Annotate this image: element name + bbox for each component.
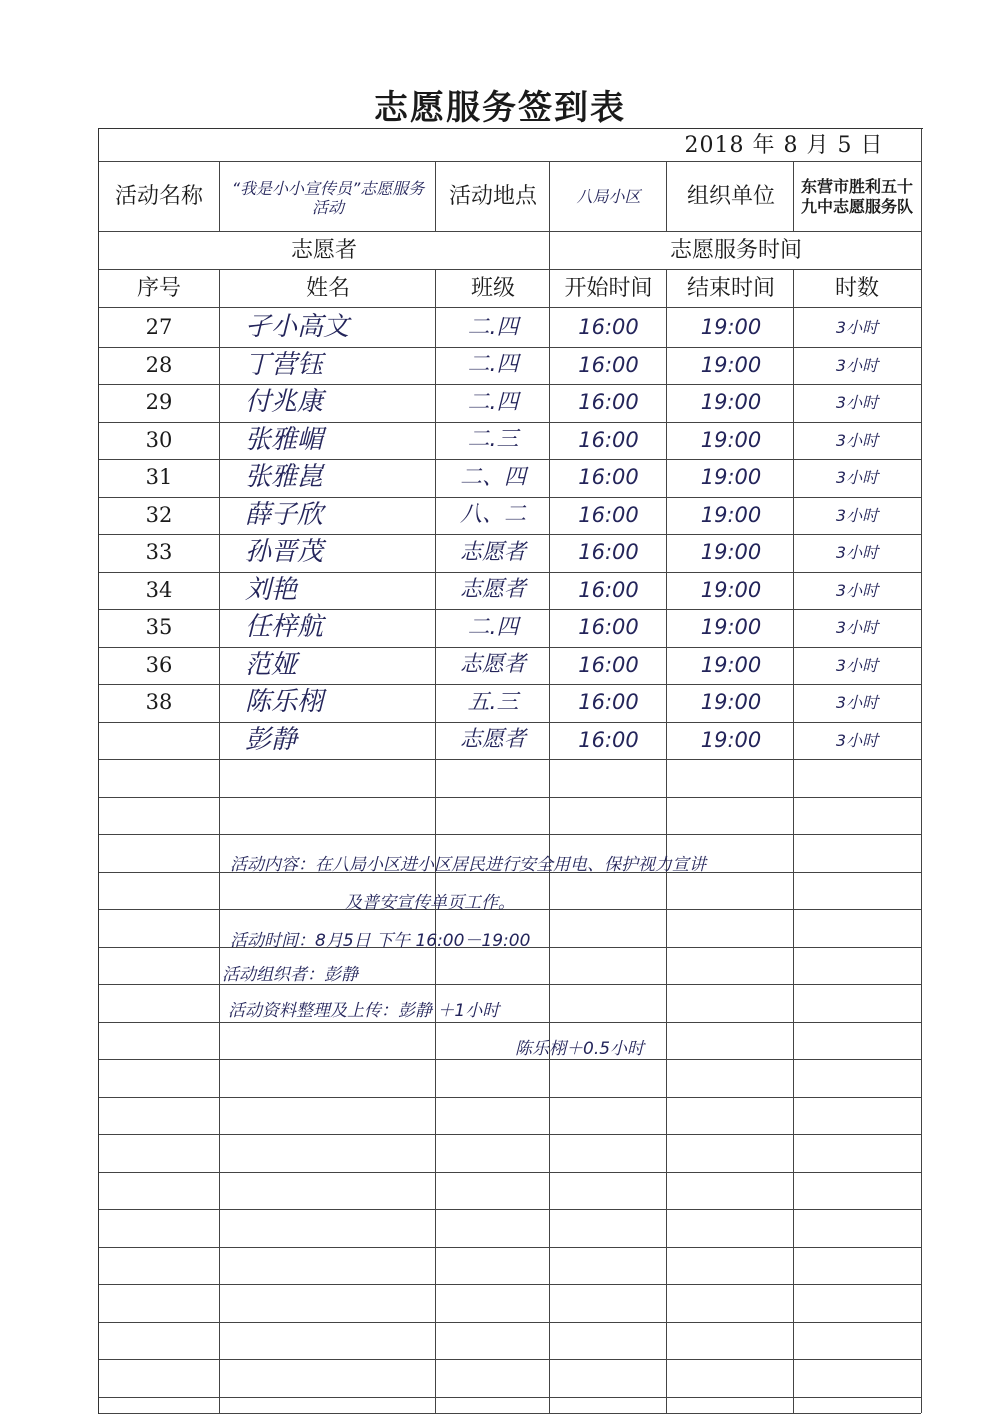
grid-line: [99, 307, 921, 308]
grid-line: [435, 269, 436, 1413]
row-name: 陈乐栩: [245, 687, 324, 718]
grid-line: [99, 1284, 921, 1285]
grid-line: [435, 161, 436, 231]
row-hours: 3小时: [835, 505, 879, 525]
grid-line: [99, 1172, 921, 1173]
grid-line: [99, 1209, 921, 1210]
row-class: 志愿者: [459, 727, 526, 753]
row-class: 八、二: [459, 502, 526, 528]
col-header-name: 姓名: [305, 275, 350, 301]
notes-materials-line1: 活动资料整理及上传：彭静 ＋1小时: [228, 1001, 500, 1021]
grid-line: [666, 269, 667, 1413]
grid-line: [99, 1097, 921, 1098]
grid-line: [99, 161, 921, 162]
grid-line: [99, 1397, 921, 1398]
service-time-section-header: 志愿服务时间: [669, 237, 802, 263]
row-class: 志愿者: [459, 539, 526, 565]
col-header-no: 序号: [136, 275, 181, 301]
grid-line: [99, 534, 921, 535]
row-start-time: 16:00: [578, 427, 639, 452]
grid-line: [99, 459, 921, 460]
row-hours: 3小时: [835, 580, 879, 600]
row-class: 二、四: [459, 464, 526, 490]
grid-line: [99, 797, 921, 798]
row-start-time: 16:00: [578, 352, 639, 377]
row-name: 丁营钰: [245, 349, 324, 380]
row-start-time: 16:00: [578, 690, 639, 715]
row-name: 张雅崑: [245, 462, 324, 493]
row-no: 36: [145, 652, 173, 677]
row-no: 33: [145, 540, 173, 565]
row-no: 32: [145, 502, 173, 527]
notes-content-line1: 活动内容：在八局小区进小区居民进行安全用电、保护视力宣讲: [230, 855, 706, 875]
grid-line: [99, 1022, 921, 1023]
row-hours: 3小时: [835, 430, 879, 450]
row-no: 38: [145, 690, 173, 715]
signin-table: [98, 128, 923, 1414]
date-text: 2018 年 8 月 5 日: [684, 132, 884, 158]
grid-line: [99, 497, 921, 498]
grid-line: [99, 1059, 921, 1060]
row-end-time: 19:00: [700, 690, 762, 715]
grid-line: [921, 129, 922, 1413]
row-no: 34: [145, 577, 173, 602]
row-start-time: 16:00: [578, 315, 639, 340]
row-end-time: 19:00: [700, 465, 762, 490]
col-header-hours: 时数: [834, 275, 879, 301]
grid-line: [99, 422, 921, 423]
row-end-time: 19:00: [700, 390, 762, 415]
row-end-time: 19:00: [700, 540, 762, 565]
row-class: 二.四: [467, 314, 519, 340]
grid-line: [99, 722, 921, 723]
row-end-time: 19:00: [700, 577, 762, 602]
row-hours: 3小时: [835, 655, 879, 675]
grid-line: [549, 269, 550, 1413]
row-start-time: 16:00: [578, 652, 639, 677]
grid-line: [99, 572, 921, 573]
row-end-time: 19:00: [700, 727, 762, 752]
col-header-end: 结束时间: [686, 275, 775, 301]
activity-name-label: 活动名称: [114, 183, 203, 209]
row-name: 孑小高文: [245, 312, 350, 343]
grid-line: [99, 1134, 921, 1135]
grid-line: [793, 269, 794, 1413]
volunteer-section-header: 志愿者: [290, 237, 357, 263]
notes-time: 活动时间：8月5日 下午 16:00－19:00: [230, 931, 531, 951]
grid-line: [99, 759, 921, 760]
row-name: 彭静: [245, 724, 298, 755]
row-no: 27: [145, 315, 173, 340]
org-value: 东营市胜利五十九中志愿服务队: [801, 177, 914, 216]
row-hours: 3小时: [835, 730, 879, 750]
row-hours: 3小时: [835, 543, 879, 563]
row-start-time: 16:00: [578, 502, 639, 527]
row-end-time: 19:00: [700, 652, 762, 677]
row-name: 任梓航: [245, 612, 324, 643]
grid-line: [549, 161, 550, 231]
row-hours: 3小时: [835, 355, 879, 375]
col-header-class: 班级: [470, 275, 515, 301]
grid-line: [99, 609, 921, 610]
row-hours: 3小时: [835, 693, 879, 713]
row-name: 范娅: [245, 649, 298, 680]
grid-line: [793, 161, 794, 231]
grid-line: [99, 1322, 921, 1323]
grid-line: [99, 1359, 921, 1360]
org-label: 组织单位: [686, 183, 775, 209]
row-class: 志愿者: [459, 652, 526, 678]
row-end-time: 19:00: [700, 352, 762, 377]
row-name: 张雅嵋: [245, 424, 324, 455]
row-name: 付兆康: [245, 387, 324, 418]
row-no: 30: [145, 427, 173, 452]
row-hours: 3小时: [835, 618, 879, 638]
grid-line: [99, 834, 921, 835]
grid-line: [99, 231, 921, 232]
row-no: 28: [145, 352, 173, 377]
page-title: 志愿服务签到表: [374, 88, 626, 128]
notes-content-line2: 及普安宣传单页工作。: [345, 893, 515, 913]
notes-organizer: 活动组织者：彭静: [222, 965, 358, 985]
row-name: 薛子欣: [245, 499, 324, 530]
row-class: 二.四: [467, 614, 519, 640]
row-no: 35: [145, 615, 173, 640]
grid-line: [219, 269, 220, 1413]
row-name: 刘艳: [245, 574, 298, 605]
row-start-time: 16:00: [578, 727, 639, 752]
location-value: 八局小区: [576, 187, 641, 207]
row-name: 孙晋茂: [245, 537, 324, 568]
activity-name-value: “我是小小宣传员”志愿服务活动: [231, 178, 425, 217]
grid-line: [219, 161, 220, 231]
row-class: 二.四: [467, 389, 519, 415]
notes-materials-line2: 陈乐栩＋0.5小时: [515, 1039, 645, 1059]
row-hours: 3小时: [835, 318, 879, 338]
grid-line: [549, 231, 550, 269]
row-no: 31: [145, 465, 173, 490]
grid-line: [99, 269, 921, 270]
row-start-time: 16:00: [578, 615, 639, 640]
row-hours: 3小时: [835, 468, 879, 488]
row-end-time: 19:00: [700, 315, 762, 340]
row-class: 二.四: [467, 352, 519, 378]
col-header-start: 开始时间: [564, 275, 653, 301]
row-start-time: 16:00: [578, 465, 639, 490]
grid-line: [99, 384, 921, 385]
row-no: [99, 722, 219, 760]
grid-line: [99, 1247, 921, 1248]
row-no: 29: [145, 390, 173, 415]
row-class: 五.三: [467, 689, 519, 715]
row-start-time: 16:00: [578, 577, 639, 602]
row-class: 二.三: [467, 427, 519, 453]
row-end-time: 19:00: [700, 502, 762, 527]
grid-line: [666, 161, 667, 231]
row-end-time: 19:00: [700, 615, 762, 640]
row-start-time: 16:00: [578, 390, 639, 415]
location-label: 活动地点: [448, 183, 537, 209]
row-start-time: 16:00: [578, 540, 639, 565]
row-hours: 3小时: [835, 393, 879, 413]
grid-line: [99, 647, 921, 648]
grid-line: [99, 347, 921, 348]
row-end-time: 19:00: [700, 427, 762, 452]
grid-line: [99, 684, 921, 685]
row-class: 志愿者: [459, 577, 526, 603]
